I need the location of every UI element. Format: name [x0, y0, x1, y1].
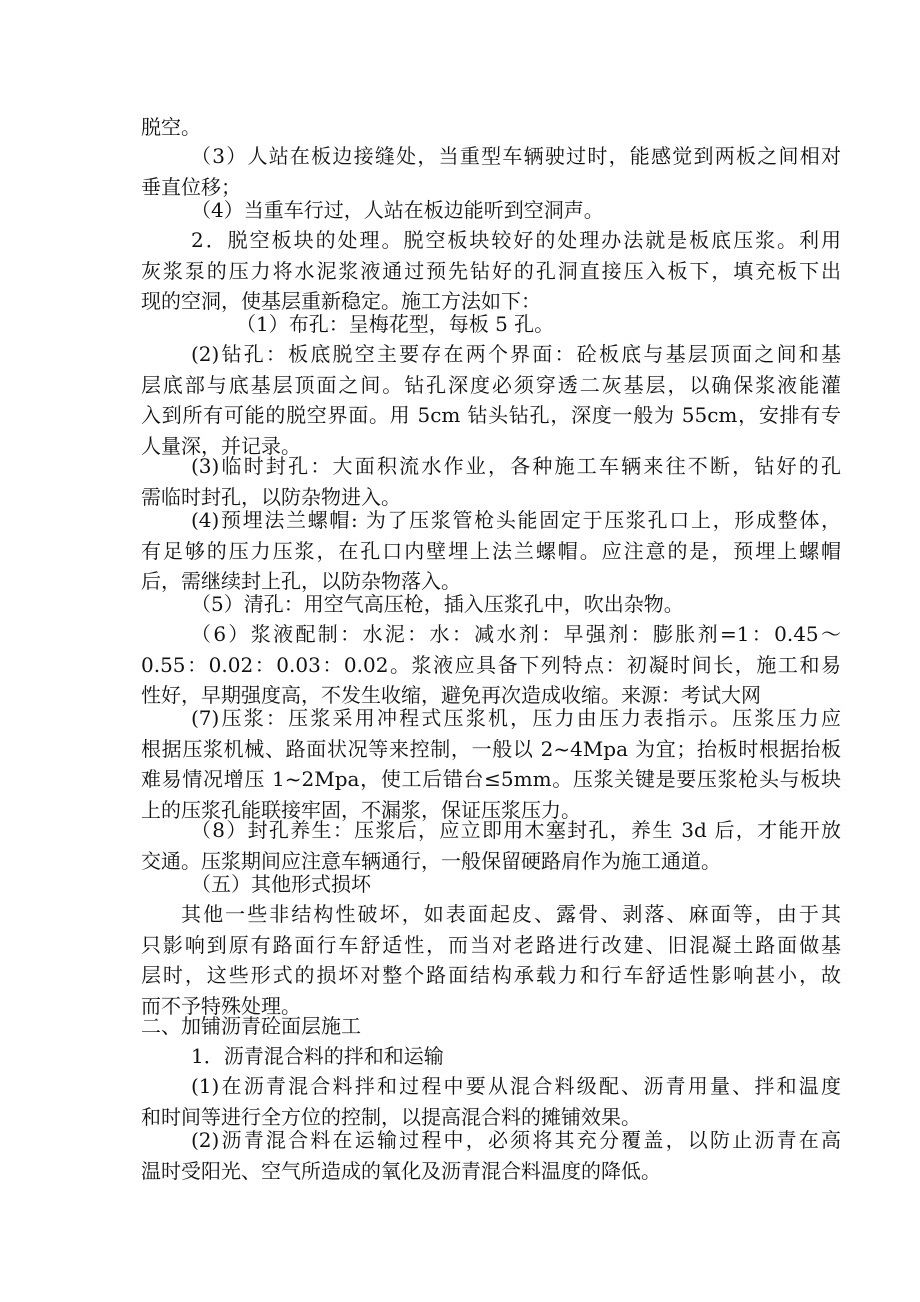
text-line: 层时，这些形式的损坏对整个路面结构承载力和行车舒适性影响甚小，故: [141, 963, 841, 988]
paragraph-step-4: [141, 505, 841, 597]
text-line: 二、加铺沥青砼面层施工: [141, 1014, 361, 1038]
text-line: 性好，早期强度高，不发生收缩，避免再次造成收缩。来源：考试大网: [141, 683, 761, 708]
text-line: 交通。压浆期间应注意车辆通行，一般保留硬路肩作为施工通道。: [141, 848, 721, 873]
section-heading-5: [141, 869, 841, 900]
text-line: （8）封孔养生：压浆后，应立即用木塞封孔，养生 3d 后，才能开放: [191, 818, 841, 842]
text-line: （4）当重车行过，人站在板边能听到空洞声。: [191, 198, 604, 222]
text-line: 0.55：0.02：0.03：0.02。浆液应具备下列特点：初凝时间长，施工和易: [141, 652, 841, 677]
text-line: (2)钻孔：板底脱空主要存在两个界面：砼板底与基层顶面之间和基: [191, 342, 841, 366]
paragraph-asphalt-2: [141, 1125, 841, 1186]
text-line: （6）浆液配制：水泥：水：减水剂：早强剂：膨胀剂=1：0.45～: [191, 622, 841, 646]
paragraph-step-5: [141, 589, 841, 620]
text-line: 只影响到原有路面行车舒适性，而当对老路进行改建、旧混凝土路面做基: [141, 932, 841, 957]
paragraph-item-4: [141, 195, 841, 226]
text-line: (7)压浆：压浆采用冲程式压浆机，压力由压力表指示。压浆压力应: [191, 706, 841, 730]
text-line: 脱空。: [141, 115, 201, 139]
text-line: 根据压浆机械、路面状况等来控制，一般以 2~4Mpa 为宜；抬板时根据抬板: [141, 736, 841, 761]
text-line: 人量深，并记录。: [141, 433, 301, 458]
text-line: (2)沥青混合料在运输过程中，必须将其充分覆盖，以防止沥青在高: [191, 1128, 841, 1152]
paragraph-continuation: [141, 112, 841, 143]
text-line: (4)预埋法兰螺帽: 为了压浆管枪头能固定于压浆孔口上，形成整体，: [191, 508, 841, 532]
text-line: 温时受阳光、空气所造成的氧化及沥青混合料温度的降低。: [141, 1158, 661, 1183]
text-line: 和时间等进行全方位的控制，以提高混合料的摊铺效果。: [141, 1104, 641, 1129]
paragraph-step-3: [141, 451, 841, 512]
paragraph-step-1: [141, 309, 841, 340]
text-line: （五）其他形式损坏: [191, 872, 371, 896]
paragraph-section-2: [141, 225, 841, 317]
text-line: (1)在沥青混合料拌和过程中要从混合料级配、沥青用量、拌和温度: [191, 1074, 841, 1098]
text-line: 现的空洞，使基层重新稳定。施工方法如下：: [141, 289, 541, 314]
paragraph-item-3: [141, 141, 841, 202]
text-line: 其他一些非结构性破坏，如表面起皮、露骨、剥落、麻面等，由于其: [181, 902, 841, 926]
text-line: 而不予特殊处理。: [141, 993, 301, 1018]
paragraph-other-damage: [141, 899, 841, 1021]
paragraph-asphalt-1: [141, 1071, 841, 1132]
text-line: 有足够的压力压浆，在孔口内壁埋上法兰螺帽。应注意的是，预埋上螺帽: [141, 538, 841, 563]
text-line: 上的压浆孔能联接牢固，不漏浆，保证压浆压力。: [141, 797, 581, 822]
text-line: 后，需继续封上孔，以防杂物落入。: [141, 569, 461, 594]
paragraph-step-7: [141, 703, 841, 825]
subsection-heading-1: [141, 1041, 841, 1072]
text-line: 灰浆泵的压力将水泥浆液通过预先钻好的孔洞直接压入板下，填充板下出: [141, 258, 841, 283]
text-line: （1）布孔：呈梅花型，每板 5 孔。: [236, 312, 555, 336]
section-heading-2: [141, 1011, 841, 1042]
text-line: 难易情况增压 1~2Mpa，使工后错台≤5mm。压浆关键是要压浆枪头与板块: [141, 767, 841, 792]
paragraph-step-8: [141, 815, 841, 876]
text-line: （3）人站在板边接缝处，当重型车辆驶过时，能感觉到两板之间相对: [191, 144, 841, 168]
text-line: （5）清孔：用空气高压枪，插入压浆孔中，吹出杂物。: [191, 592, 684, 616]
text-line: 2．脱空板块的处理。脱空板块较好的处理办法就是板底压浆。利用: [191, 228, 841, 252]
text-line: 层底部与底基层顶面之间。钻孔深度必须穿透二灰基层，以确保浆液能灌: [141, 372, 841, 397]
text-line: 入到所有可能的脱空界面。用 5cm 钻头钻孔，深度一般为 55cm，安排有专: [141, 403, 841, 428]
text-line: (3)临时封孔：大面积流水作业，各种施工车辆来往不断，钻好的孔: [191, 454, 841, 478]
paragraph-step-6: [141, 619, 841, 711]
paragraph-step-2: [141, 339, 841, 461]
text-line: 需临时封孔，以防杂物进入。: [141, 484, 401, 509]
text-line: 垂直位移；: [141, 174, 241, 199]
text-line: 1．沥青混合料的拌和和运输: [191, 1044, 444, 1068]
